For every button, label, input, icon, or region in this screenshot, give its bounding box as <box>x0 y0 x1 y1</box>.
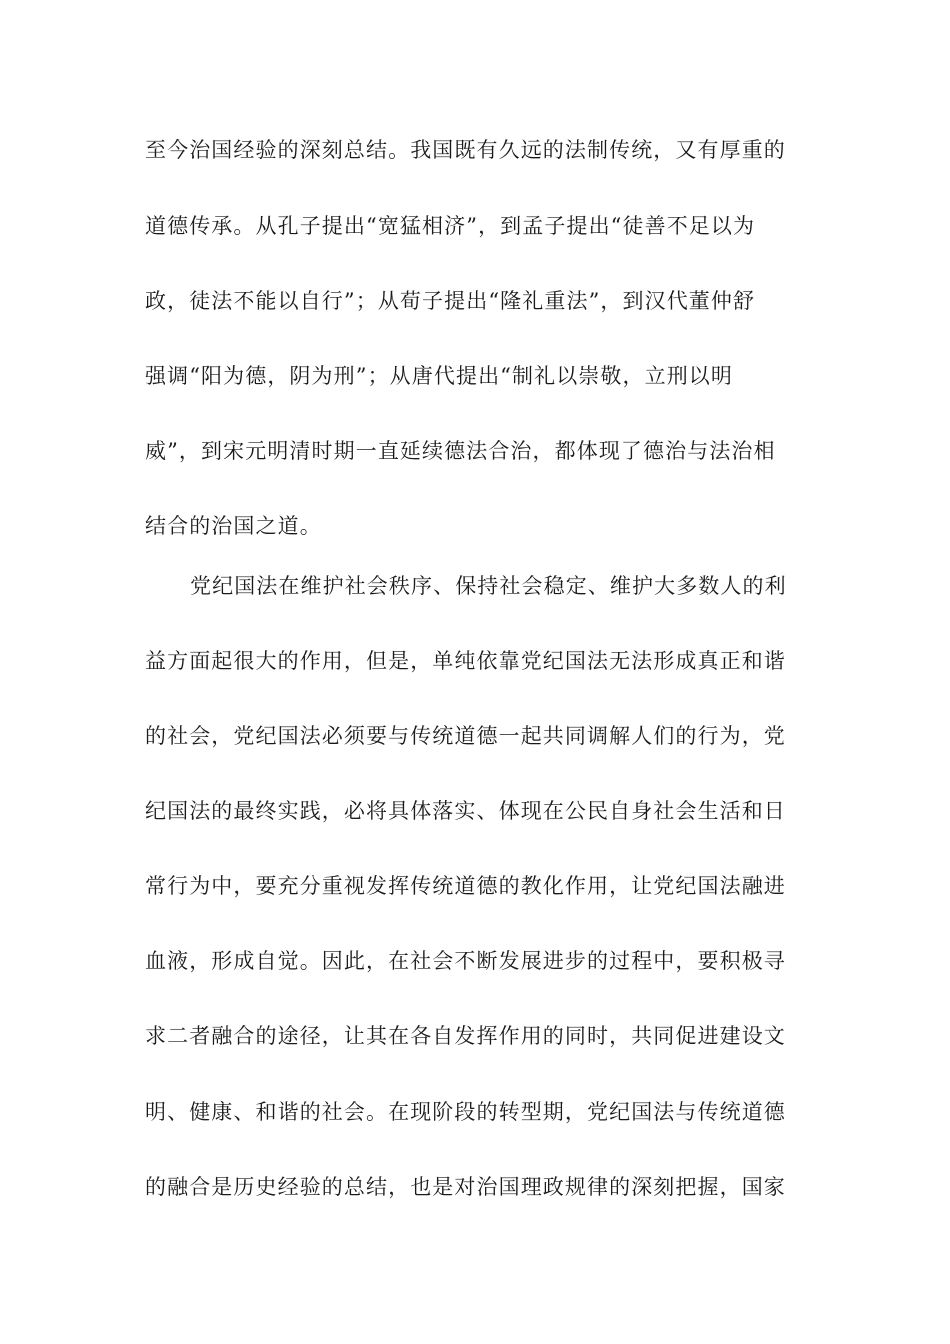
text-line: 明、健康、和谐的社会。在现阶段的转型期，党纪国法与传统道德 <box>145 1100 786 1124</box>
text-line: 的社会，党纪国法必须要与传统道德一起共同调解人们的行为，党 <box>145 724 786 748</box>
paragraph-first-line: 党纪国法在维护社会秩序、保持社会稳定、维护大多数人的利 <box>190 574 787 598</box>
text-line: 纪国法的最终实践，必将具体落实、体现在公民自身社会生活和日 <box>145 799 786 823</box>
text-line: 强调“阳为德，阴为刑”；从唐代提出“制礼以崇敬，立刑以明 <box>145 364 734 388</box>
text-line: 常行为中，要充分重视发挥传统道德的教化作用，让党纪国法融进 <box>145 874 786 898</box>
text-line: 益方面起很大的作用，但是，单纯依靠党纪国法无法形成真正和谐 <box>145 649 786 673</box>
text-line: 至今治国经验的深刻总结。我国既有久远的法制传统，又有厚重的 <box>145 138 786 162</box>
text-line: 威”，到宋元明清时期一直延续德法合治，都体现了德治与法治相 <box>145 439 776 463</box>
text-line: 的融合是历史经验的总结，也是对治国理政规律的深刻把握，国家 <box>145 1175 786 1199</box>
text-line: 求二者融合的途径，让其在各自发挥作用的同时，共同促进建设文 <box>145 1024 786 1048</box>
text-line: 政，徒法不能以自行”；从荀子提出“隆礼重法”，到汉代董仲舒 <box>145 289 756 313</box>
text-line: 血液，形成自觉。因此，在社会不断发展进步的过程中，要积极寻 <box>145 949 786 973</box>
text-line: 道德传承。从孔子提出“宽猛相济”，到孟子提出“徒善不足以为 <box>145 214 756 238</box>
text-line: 结合的治国之道。 <box>145 514 322 538</box>
